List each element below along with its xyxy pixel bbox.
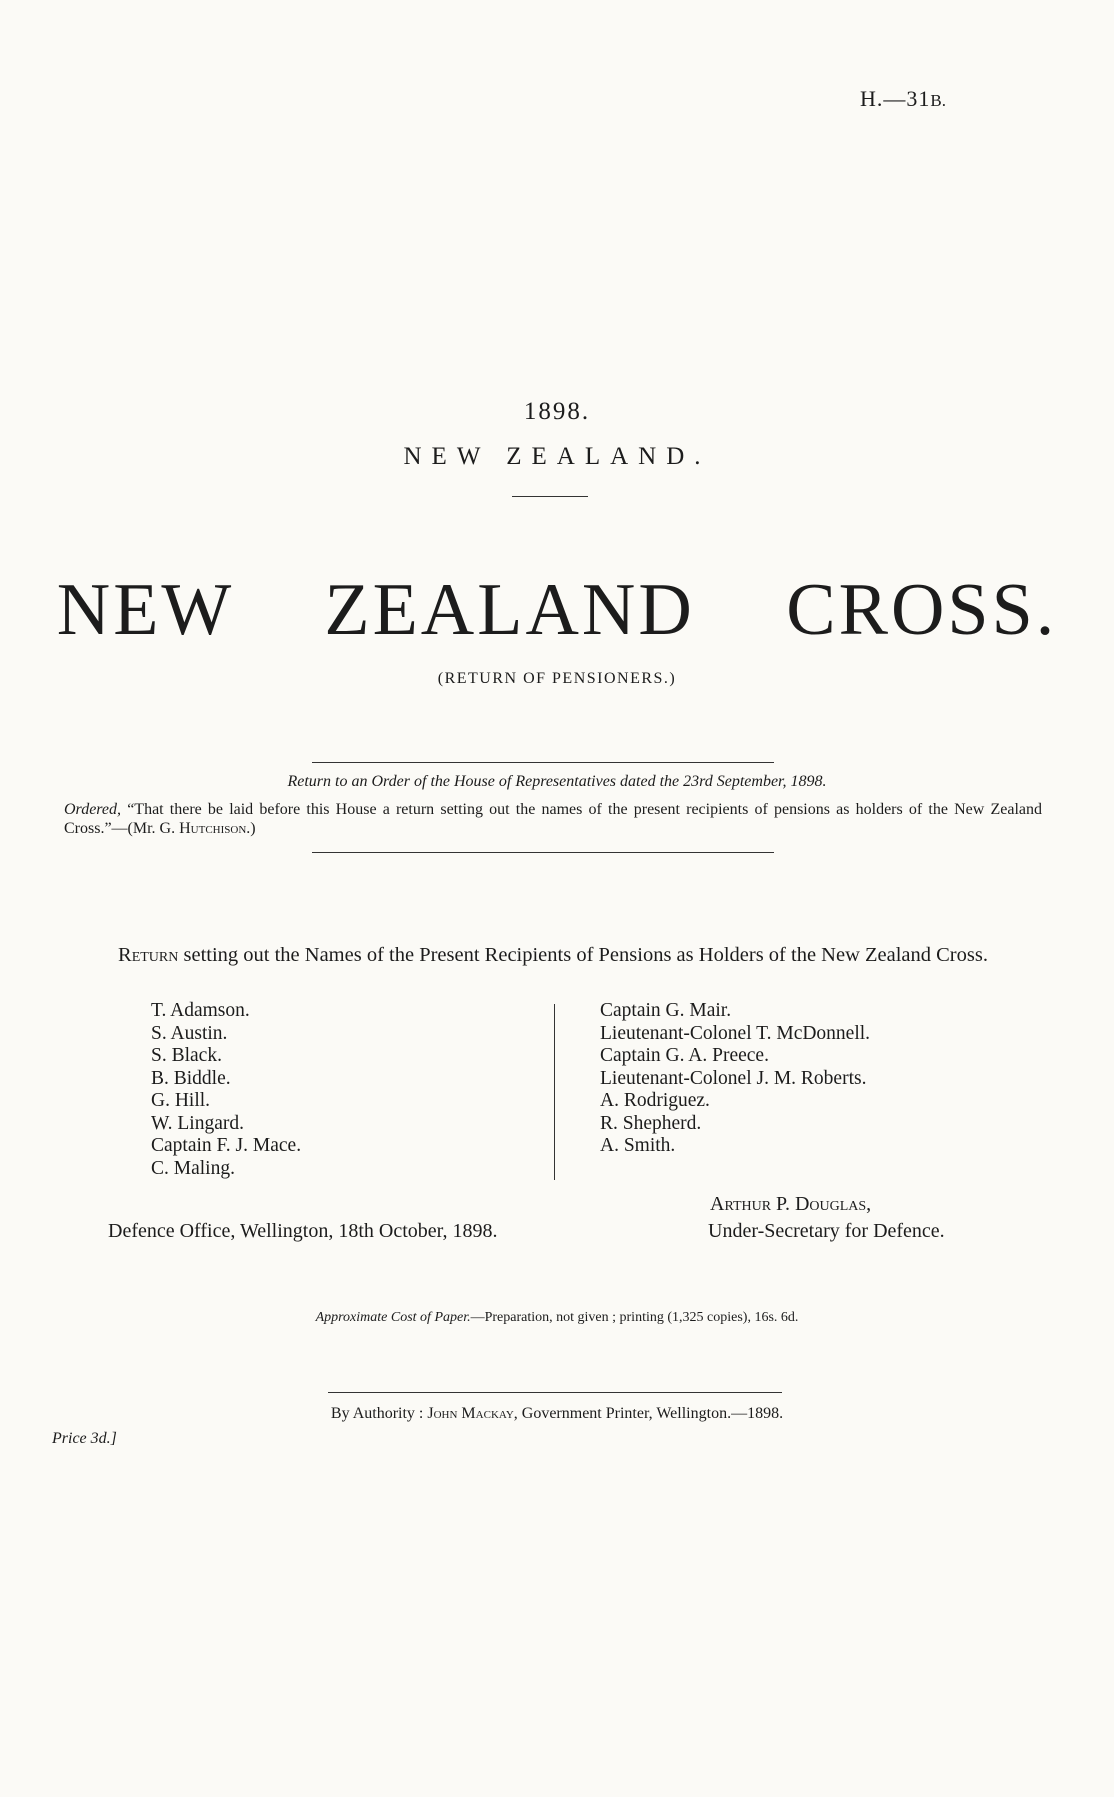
- return-heading-text: setting out the Names of the Present Recipients of Pensions as Holders of the New Zealand Cross.: [178, 944, 988, 966]
- return-heading-lead: Return: [118, 944, 179, 966]
- order-rule-bottom: [312, 852, 774, 853]
- country-heading: NEW ZEALAND.: [403, 443, 711, 470]
- ordered-text: “That there be laid before this House a return setting out the names of the present recipients of pensions as holders of the New Zealand Cross.”—(Mr. G.: [64, 801, 1042, 837]
- document-subtitle: (RETURN OF PENSIONERS.): [437, 670, 677, 687]
- ordered-paragraph: [64, 800, 1042, 838]
- return-heading: [64, 944, 1042, 967]
- document-reference: [860, 86, 946, 112]
- list-item: Lieutenant-Colonel J. M. Roberts.: [600, 1067, 867, 1089]
- list-item: A. Rodriguez.: [600, 1090, 710, 1111]
- cost-label: Approximate Cost of Paper.: [315, 1310, 471, 1325]
- list-item: T. Adamson.: [151, 1000, 250, 1021]
- list-item: R. Shepherd.: [600, 1112, 702, 1134]
- office-date-line: Defence Office, Wellington, 18th October, 1898.: [108, 1220, 498, 1242]
- ordered-end: .): [246, 820, 256, 837]
- authority-line: [0, 1405, 1114, 1423]
- list-item: S. Black.: [151, 1045, 222, 1066]
- ordered-member-name: Hutchison: [179, 820, 247, 837]
- order-rule-top: [312, 762, 774, 763]
- authority-rule: [328, 1392, 782, 1393]
- reference-sub: B.: [930, 91, 946, 110]
- pensioners-list-right: [600, 1000, 870, 1158]
- cost-text: —Preparation, not given ; printing (1,325 copies), 16s. 6d.: [470, 1310, 799, 1325]
- list-item: C. Maling.: [151, 1157, 235, 1179]
- authority-lead: By Authority :: [330, 1405, 428, 1422]
- column-divider: [554, 1004, 555, 1180]
- reference-main: H.—31: [860, 86, 931, 111]
- list-item: S. Austin.: [151, 1022, 228, 1044]
- signatory-title: Under-Secretary for Defence.: [708, 1220, 945, 1242]
- list-item: Captain G. Mair.: [600, 1000, 732, 1021]
- list-item: Captain F. J. Mace.: [151, 1135, 302, 1156]
- masthead-rule: [512, 496, 588, 497]
- price-note: Price 3d.]: [52, 1430, 117, 1447]
- list-item: Captain G. A. Preece.: [600, 1045, 769, 1066]
- pensioners-list-left: [151, 1000, 301, 1180]
- ordered-label: Ordered,: [64, 801, 122, 818]
- list-item: G. Hill.: [151, 1090, 211, 1111]
- authority-text: , Government Printer, Wellington.—1898.: [513, 1405, 784, 1422]
- session-year: 1898.: [523, 398, 591, 425]
- cost-of-paper-line: [0, 1310, 1114, 1326]
- return-to-order-line: Return to an Order of the House of Representatives dated the 23rd September, 1898.: [287, 773, 827, 790]
- list-item: A. Smith.: [600, 1135, 676, 1156]
- list-item: Lieutenant-Colonel T. McDonnell.: [600, 1022, 871, 1044]
- list-item: W. Lingard.: [151, 1112, 244, 1134]
- printer-name: John Mackay: [427, 1405, 514, 1422]
- list-item: B. Biddle.: [151, 1067, 231, 1089]
- document-title: NEW ZEALAND CROSS.: [56, 569, 1058, 651]
- signatory-name: Arthur P. Douglas,: [710, 1193, 872, 1215]
